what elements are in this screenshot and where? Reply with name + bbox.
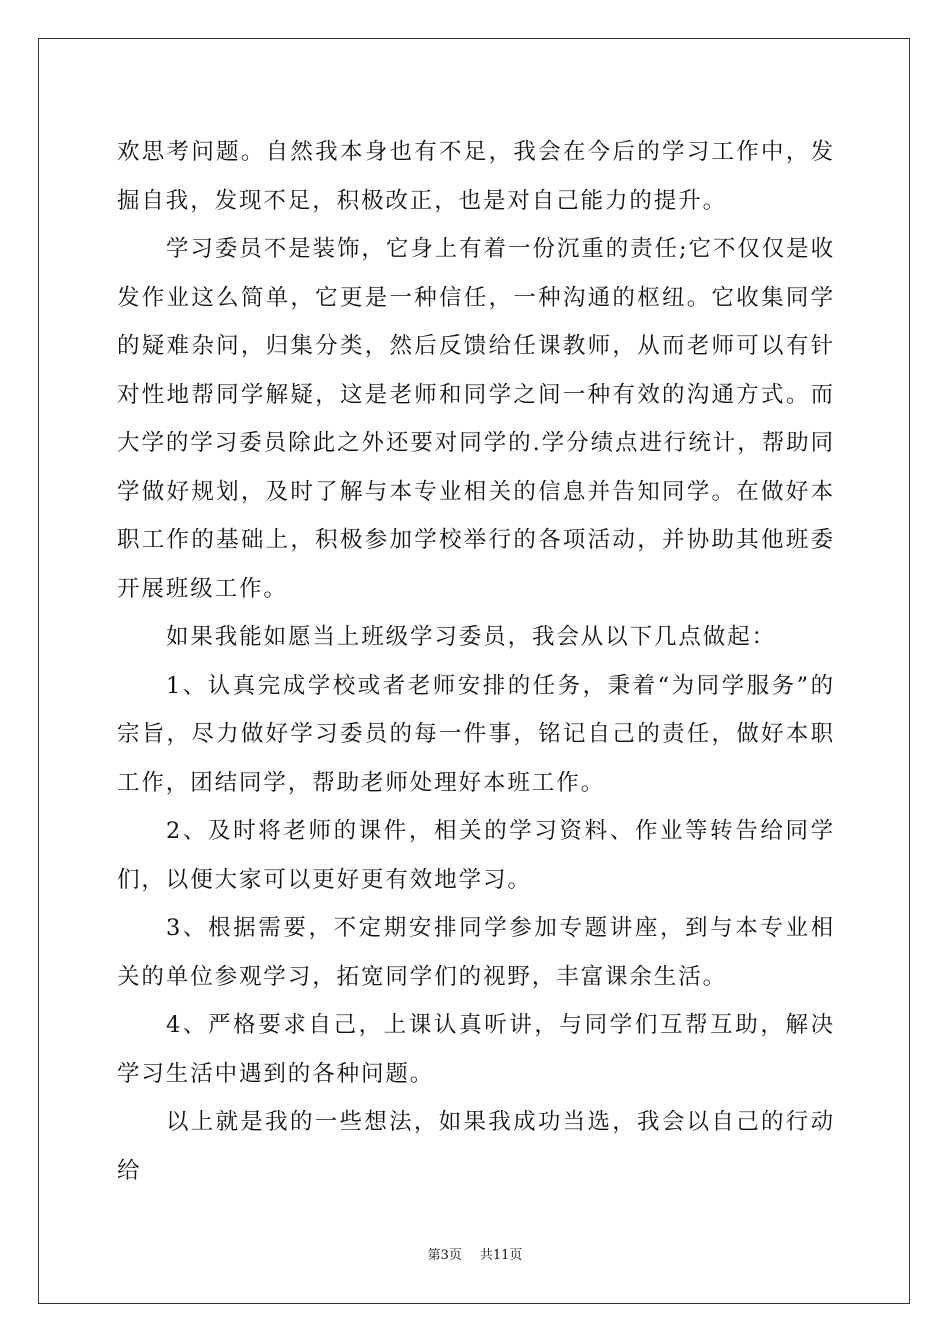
current-page-label: 第3页 [427, 1248, 462, 1263]
paragraph: 学习委员不是装饰，它身上有着一份沉重的责任;它不仅仅是收发作业这么简单，它更是一种信任，一种沟通的枢纽。它收集同学的疑难杂问，归集分类，然后反馈给任课教师，从而老师可以有针对性地帮同学解疑，这是老师和同学之间一种有效的沟通方式。而大学的学习委员除此之外还要对同学的.学分绩点进行统计，帮助同学做好规划，及时了解与本专业相关的信息并告知同学。在做好本职工作的基础上，积极参加学校举行的各项活动，并协助其他班委开展班级工作。 [117, 236, 835, 602]
list-item: 3、根据需要，不定期安排同学参加专题讲座，到与本专业相关的单位参观学习，拓宽同学们的视野，丰富课余生活。 [117, 915, 835, 990]
page-footer [0, 1248, 950, 1264]
document-body [117, 128, 835, 1195]
paragraph: 以上就是我的一些想法，如果我成功当选，我会以自己的行动给 [117, 1109, 835, 1184]
list-item: 2、及时将老师的课件，相关的学习资料、作业等转告给同学们，以便大家可以更好更有效地学习。 [117, 818, 835, 893]
total-pages-label: 共11页 [479, 1248, 523, 1263]
paragraph: 如果我能如愿当上班级学习委员，我会从以下几点做起： [166, 624, 777, 650]
list-item: 4、严格要求自己，上课认真听讲，与同学们互帮互助，解决学习生活中遇到的各种问题。 [117, 1012, 835, 1087]
paragraph: 欢思考问题。自然我本身也有不足，我会在今后的学习工作中，发掘自我，发现不足，积极改正，也是对自己能力的提升。 [117, 139, 835, 214]
list-item: 1、认真完成学校或者老师安排的任务，秉着“为同学服务”的宗旨，尽力做好学习委员的每一件事，铭记自己的责任，做好本职工作，团结同学，帮助老师处理好本班工作。 [117, 672, 835, 796]
